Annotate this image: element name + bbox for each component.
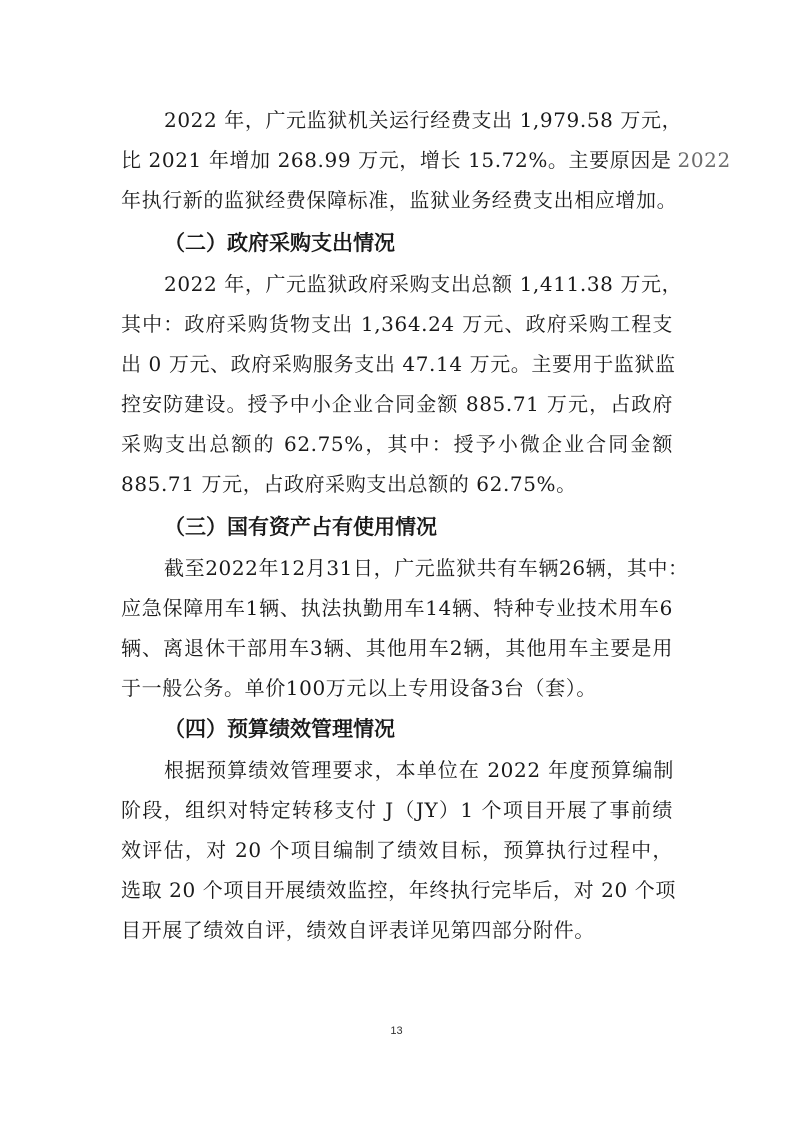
page-number: 13 (390, 1025, 403, 1037)
highlighted-year: 2022 (677, 148, 731, 172)
paragraph-line: 年执行新的监狱经费保障标准，监狱业务经费支出相应增加。 (121, 188, 678, 212)
paragraph-line: 根据预算绩效管理要求，本单位在 2022 年度预算编制 (164, 758, 674, 782)
paragraph-line: 辆、离退休干部用车3辆、其他用车2辆，其他用车主要是用 (121, 636, 673, 660)
paragraph-line: 效评估，对 20 个项目编制了绩效目标，预算执行过程中， (121, 838, 673, 862)
paragraph-line (121, 148, 731, 172)
paragraph-line: 于一般公务。单价100万元以上专用设备3台（套）。 (121, 676, 597, 700)
section-heading-performance-management: （四）预算绩效管理情况 (164, 717, 395, 741)
paragraph-line: 选取 20 个项目开展绩效监控，年终执行完毕后，对 20 个项 (121, 878, 676, 902)
paragraph-line: 应急保障用车1辆、执法执勤用车14辆、特种专业技术用车6 (121, 596, 673, 620)
paragraph-line: 截至2022年12月31日，广元监狱共有车辆26辆，其中： (164, 556, 689, 580)
paragraph-line: 其中：政府采购货物支出 1,364.24 万元、政府采购工程支 (121, 312, 673, 336)
paragraph-line: 2022 年，广元监狱政府采购支出总额 1,411.38 万元， (164, 272, 683, 296)
paragraph-line: 阶段，组织对特定转移支付 J（JY）1 个项目开展了事前绩 (121, 798, 673, 822)
section-heading-state-assets: （三）国有资产占有使用情况 (164, 515, 437, 539)
paragraph-line-text: 比 2021 年增加 268.99 万元，增长 15.72%。主要原因是 (121, 148, 672, 172)
paragraph-line: 目开展了绩效自评，绩效自评表详见第四部分附件。 (121, 918, 595, 942)
paragraph-line: 控安防建设。授予中小企业合同金额 885.71 万元，占政府 (121, 392, 673, 416)
paragraph-line: 出 0 万元、政府采购服务支出 47.14 万元。主要用于监狱监 (121, 352, 676, 376)
paragraph-line: 采购支出总额的 62.75%，其中：授予小微企业合同金额 (121, 432, 673, 456)
paragraph-line: 2022 年，广元监狱机关运行经费支出 1,979.58 万元， (164, 108, 683, 132)
paragraph-line: 885.71 万元，占政府采购支出总额的 62.75%。 (121, 472, 577, 496)
section-heading-gov-procurement: （二）政府采购支出情况 (164, 231, 395, 255)
